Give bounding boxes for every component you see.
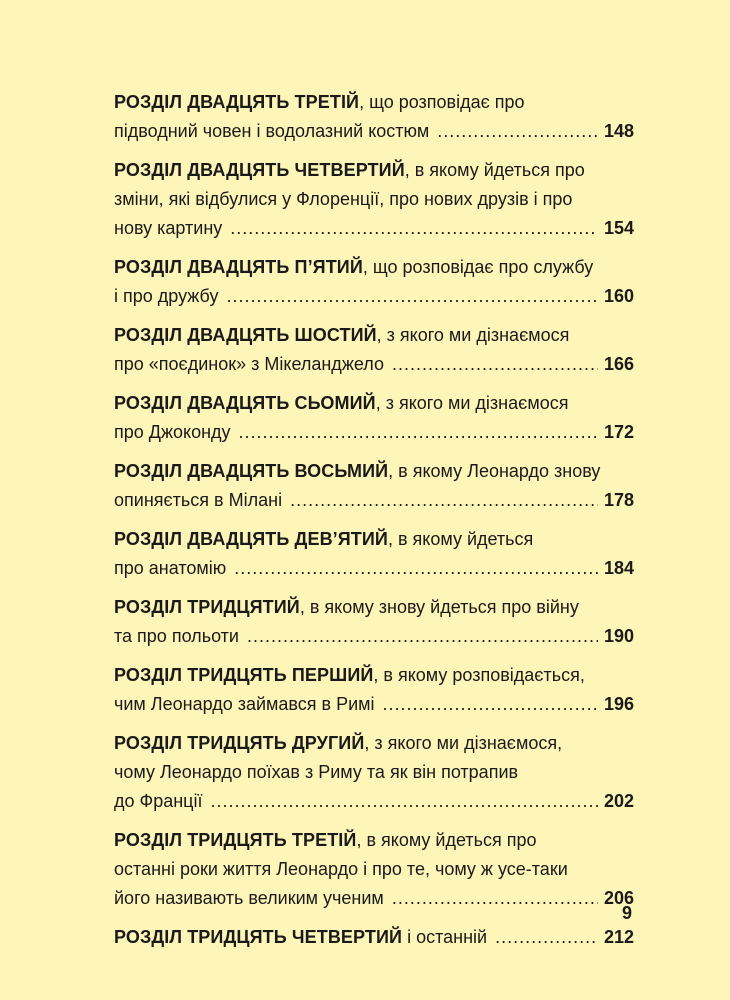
dot-leader bbox=[234, 554, 598, 583]
chapter-description: останні роки життя Леонардо і про те, чому ж усе-таки bbox=[114, 859, 568, 879]
toc-entry-line bbox=[114, 321, 634, 350]
chapter-page-number: 178 bbox=[603, 490, 634, 510]
chapter-description: та про польоти bbox=[114, 626, 239, 646]
chapter-description: нову картину bbox=[114, 218, 223, 238]
toc-entry-line bbox=[114, 525, 634, 554]
chapter-page-number: 148 bbox=[603, 121, 634, 141]
dot-leader bbox=[437, 117, 598, 146]
toc-entry-last-line bbox=[114, 486, 634, 515]
toc-entry-last-line bbox=[114, 350, 634, 379]
toc-entry-text bbox=[114, 282, 218, 311]
toc-entry-line bbox=[114, 185, 634, 214]
toc-entry-text bbox=[114, 622, 239, 651]
toc-entry-line bbox=[114, 389, 634, 418]
toc-entry bbox=[114, 826, 634, 913]
chapter-page-number: 212 bbox=[603, 927, 634, 947]
chapter-page-number: 160 bbox=[603, 286, 634, 306]
toc-entry bbox=[114, 923, 634, 952]
toc-entry-last-line bbox=[114, 622, 634, 651]
toc-entry-last-line bbox=[114, 690, 634, 719]
table-of-contents bbox=[114, 88, 634, 962]
chapter-page-number: 184 bbox=[603, 558, 634, 578]
toc-entry-text bbox=[114, 923, 487, 952]
chapter-page-number: 196 bbox=[603, 694, 634, 714]
chapter-title: РОЗДІЛ ТРИДЦЯТИЙ bbox=[114, 597, 300, 617]
toc-entry-text bbox=[114, 690, 375, 719]
toc-entry bbox=[114, 389, 634, 447]
dot-leader bbox=[383, 690, 598, 719]
toc-entry-line bbox=[114, 457, 634, 486]
toc-entry-last-line bbox=[114, 787, 634, 816]
chapter-description: , в якому Леонардо знову bbox=[388, 461, 601, 481]
toc-entry bbox=[114, 457, 634, 515]
toc-entry-line bbox=[114, 88, 634, 117]
chapter-description: , з якого ми дізнаємося bbox=[375, 393, 569, 413]
toc-entry-line bbox=[114, 661, 634, 690]
chapter-page-number: 166 bbox=[603, 354, 634, 374]
chapter-description: про Джоконду bbox=[114, 422, 231, 442]
toc-entry bbox=[114, 156, 634, 243]
chapter-description: , що розповідає про службу bbox=[362, 257, 594, 277]
page-number: 9 bbox=[622, 903, 633, 923]
chapter-description: чому Леонардо поїхав з Риму та як він потрапив bbox=[114, 762, 519, 782]
chapter-description: , в якому йдеться про bbox=[404, 160, 585, 180]
toc-entry-last-line bbox=[114, 554, 634, 583]
chapter-title: РОЗДІЛ ДВАДЦЯТЬ ТРЕТІЙ bbox=[114, 92, 360, 112]
chapter-page-number: 172 bbox=[603, 422, 634, 442]
toc-entry bbox=[114, 525, 634, 583]
dot-leader bbox=[290, 486, 598, 515]
chapter-title: РОЗДІЛ ДВАДЦЯТЬ ЧЕТВЕРТИЙ bbox=[114, 160, 405, 180]
toc-entry-text bbox=[114, 418, 231, 447]
dot-leader bbox=[392, 350, 598, 379]
toc-entry-text bbox=[114, 117, 429, 146]
toc-entry-last-line bbox=[114, 418, 634, 447]
toc-entry bbox=[114, 661, 634, 719]
toc-entry-text bbox=[114, 884, 384, 913]
chapter-title: РОЗДІЛ ТРИДЦЯТЬ ЧЕТВЕРТИЙ bbox=[114, 927, 403, 947]
chapter-title: РОЗДІЛ ДВАДЦЯТЬ ШОСТИЙ bbox=[114, 325, 377, 345]
chapter-description: про «поєдинок» з Мікеланджело bbox=[114, 354, 384, 374]
chapter-page-number: 190 bbox=[603, 626, 634, 646]
toc-entry-last-line bbox=[114, 884, 634, 913]
toc-entry-line bbox=[114, 826, 634, 855]
toc-entry-text bbox=[114, 350, 384, 379]
toc-entry-last-line bbox=[114, 117, 634, 146]
chapter-description: опиняється в Мілані bbox=[114, 490, 283, 510]
toc-entry bbox=[114, 88, 634, 146]
chapter-description: підводний човен і водолазний костюм bbox=[114, 121, 430, 141]
chapter-title: РОЗДІЛ ДВАДЦЯТЬ ВОСЬМИЙ bbox=[114, 461, 389, 481]
chapter-page-number: 154 bbox=[603, 218, 634, 238]
chapter-title: РОЗДІЛ ДВАДЦЯТЬ СЬОМИЙ bbox=[114, 393, 376, 413]
chapter-description: і останній bbox=[402, 927, 488, 947]
chapter-title: РОЗДІЛ ТРИДЦЯТЬ ДРУГИЙ bbox=[114, 733, 365, 753]
chapter-description: до Франції bbox=[114, 791, 203, 811]
toc-entry-line bbox=[114, 593, 634, 622]
toc-entry-line bbox=[114, 156, 634, 185]
toc-entry-last-line bbox=[114, 923, 634, 952]
toc-entry-line bbox=[114, 253, 634, 282]
chapter-description: , що розповідає про bbox=[359, 92, 525, 112]
dot-leader bbox=[226, 282, 598, 311]
toc-entry-text bbox=[114, 486, 282, 515]
chapter-description: зміни, які відбулися у Флоренції, про нових друзів і про bbox=[114, 189, 573, 209]
chapter-description: його називають великим ученим bbox=[114, 888, 384, 908]
dot-leader bbox=[495, 923, 598, 952]
toc-entry-text bbox=[114, 554, 226, 583]
chapter-description: , в якому розповідається, bbox=[373, 665, 585, 685]
toc-entry-line bbox=[114, 855, 634, 884]
toc-entry bbox=[114, 729, 634, 816]
dot-leader bbox=[230, 214, 598, 243]
chapter-title: РОЗДІЛ ДВАДЦЯТЬ П’ЯТИЙ bbox=[114, 257, 363, 277]
dot-leader bbox=[239, 418, 598, 447]
chapter-description: і про дружбу bbox=[114, 286, 219, 306]
chapter-description: , в якому йдеться про bbox=[356, 830, 537, 850]
chapter-title: РОЗДІЛ ТРИДЦЯТЬ ПЕРШИЙ bbox=[114, 665, 374, 685]
chapter-title: РОЗДІЛ ТРИДЦЯТЬ ТРЕТІЙ bbox=[114, 830, 357, 850]
toc-entry-text bbox=[114, 214, 222, 243]
toc-entry-last-line bbox=[114, 282, 634, 311]
chapter-description: , в якому знову йдеться про війну bbox=[299, 597, 579, 617]
chapter-description: , з якого ми дізнаємося, bbox=[364, 733, 563, 753]
toc-entry-line bbox=[114, 729, 634, 758]
toc-entry-text bbox=[114, 787, 202, 816]
toc-entry bbox=[114, 321, 634, 379]
chapter-page-number: 202 bbox=[603, 791, 634, 811]
toc-entry bbox=[114, 593, 634, 651]
chapter-page-number: 206 bbox=[603, 888, 634, 908]
toc-entry bbox=[114, 253, 634, 311]
chapter-title: РОЗДІЛ ДВАДЦЯТЬ ДЕВ’ЯТИЙ bbox=[114, 529, 388, 549]
chapter-description: чим Леонардо займався в Римі bbox=[114, 694, 375, 714]
toc-entry-last-line bbox=[114, 214, 634, 243]
toc-entry-line bbox=[114, 758, 634, 787]
dot-leader bbox=[247, 622, 598, 651]
dot-leader bbox=[392, 884, 598, 913]
chapter-description: про анатомію bbox=[114, 558, 227, 578]
dot-leader bbox=[210, 787, 597, 816]
chapter-description: , в якому йдеться bbox=[387, 529, 534, 549]
chapter-description: , з якого ми дізнаємося bbox=[376, 325, 570, 345]
